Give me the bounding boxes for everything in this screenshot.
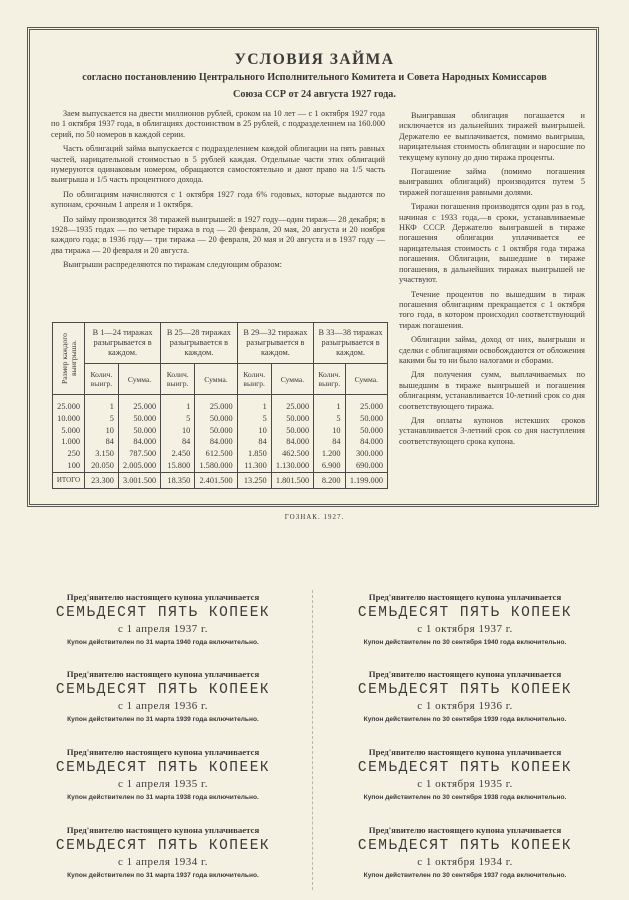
table-cell: 690.000 <box>345 460 387 472</box>
table-cell: 13.250 <box>237 472 271 488</box>
coupon-amount: СЕМЬДЕСЯТ ПЯТЬ КОПЕЕК <box>357 605 573 621</box>
row-header-label: Размер каждого выигрыша. <box>59 333 78 384</box>
coupon-divider <box>312 590 314 890</box>
sub-sum-header: Сумма. <box>118 364 160 395</box>
table-cell: 1.130.000 <box>271 460 313 472</box>
table-cell: 84.000 <box>271 436 313 448</box>
terms-paragraph: Тиражи погашения производятся один раз в год, начиная с 1933 года,—в сроки, устанавливаемые НКФ СССР. Держателю выигравшей в тираже погашения облигации уплачивается ее нарицательная стоимость с 1 октября года тиража погашения. Облигации, вышедшие в тираже погашения, в дальнейших тиражах выигрышей не участвуют. <box>399 202 585 285</box>
coupon-amount: СЕМЬДЕСЯТ ПЯТЬ КОПЕЕК <box>55 682 271 698</box>
coupon <box>320 592 610 646</box>
table-cell: 5 <box>85 413 119 425</box>
coupon-date: с 1 апреля 1936 г. <box>118 700 208 712</box>
coupon <box>320 747 610 801</box>
coupon-validity: Купон действителен по 31 марта 1939 года включительно. <box>67 716 259 723</box>
table-cell: 50.000 <box>118 413 160 425</box>
coupon-validity: Купон действителен по 31 марта 1938 года включительно. <box>67 794 259 801</box>
sub-count-header: Колич. выигр. <box>237 364 271 395</box>
coupon-date: с 1 апреля 1934 г. <box>118 856 208 868</box>
table-cell: 5 <box>314 413 345 425</box>
coupon-header: Пред'явителю настоящего купона уплачивается <box>66 747 260 757</box>
table-cell: 84.000 <box>345 436 387 448</box>
table-cell: 15.800 <box>161 460 195 472</box>
table-cell: 5.000 <box>53 425 85 437</box>
coupon <box>18 747 308 801</box>
terms-title: УСЛОВИЯ ЗАЙМА <box>234 51 395 68</box>
coupon-validity: Купон действителен по 31 марта 1937 года включительно. <box>67 872 259 879</box>
coupon-header: Пред'явителю настоящего купона уплачивается <box>368 669 562 679</box>
table-cell: 10 <box>161 425 195 437</box>
coupon-header: Пред'явителю настоящего купона уплачивается <box>66 825 260 835</box>
table-cell: 8.200 <box>314 472 345 488</box>
coupon <box>320 669 610 723</box>
table-cell: 1 <box>85 395 119 413</box>
table-cell: 462.500 <box>271 448 313 460</box>
group-header: В 1—24 тиражах разыгрывается в каждом. <box>85 323 161 364</box>
terms-paragraph: По займу производится 38 тиражей выигрышей: в 1927 году—один тираж— 28 декабря; в 1928—1935 годах — по четыре тиража в год — 20 февраля, 20 мая, 20 августа и 20 ноября каждого года; в 1936 году— три тиража — 20 февраля, 20 мая и 20 августа и в 1937 году — два тиража — 20 февраля и 20 августа. <box>51 214 385 255</box>
terms-paragraph: Для оплаты купонов истекших сроков устанавливается 3-летний срок со дня наступления соответствующего срока купона. <box>399 415 585 446</box>
table-cell: 3.001.500 <box>118 472 160 488</box>
coupon-header: Пред'явителю настоящего купона уплачивается <box>368 747 562 757</box>
table-cell: 25.000 <box>53 395 85 413</box>
table-cell: 100 <box>53 460 85 472</box>
coupon-validity: Купон действителен по 30 сентября 1938 года включительно. <box>363 794 567 801</box>
table-cell: 5 <box>161 413 195 425</box>
imprint: ГОЗНАК. 1927. <box>284 513 345 521</box>
table-cell: 1.580.000 <box>195 460 237 472</box>
coupon-date: с 1 октября 1934 г. <box>417 856 513 868</box>
table-cell: 50.000 <box>271 425 313 437</box>
sub-sum-header: Сумма. <box>271 364 313 395</box>
table-cell: 84.000 <box>195 436 237 448</box>
coupon-date: с 1 октября 1937 г. <box>417 623 513 635</box>
table-row <box>53 425 388 437</box>
terms-paragraph: Выигравшая облигация погашается и исключается из дальнейших тиражей выигрышей. Держателю ее выплачивается, помимо выигрыша, нарицательная стоимость облигации и наросшие по текущему купону до дню тиража проценты. <box>399 111 585 162</box>
sub-count-header: Колич. выигр. <box>314 364 345 395</box>
table-cell: 10 <box>314 425 345 437</box>
terms-paragraph: Для получения сумм, выплачиваемых по вышедшим в тираже выигрышей и погашения облигациям, устанавливается 10-летний срок со дня соответствующего тиража. <box>399 370 585 411</box>
row-header-cell <box>53 323 85 395</box>
table-cell: 2.005.000 <box>118 460 160 472</box>
coupon-header: Пред'явителю настоящего купона уплачивается <box>368 592 562 602</box>
table-row <box>53 436 388 448</box>
table-cell: 11.300 <box>237 460 271 472</box>
terms-left-column <box>51 109 385 275</box>
table-cell: 84 <box>237 436 271 448</box>
sub-count-header: Колич. выигр. <box>85 364 119 395</box>
terms-paragraph: Погашение займа (помимо погашения выигравших облигаций) производится путем 5 тиражей погашения равными долями. <box>399 167 585 197</box>
table-cell: 50.000 <box>195 413 237 425</box>
coupon-amount: СЕМЬДЕСЯТ ПЯТЬ КОПЕЕК <box>55 838 271 854</box>
table-cell: 50.000 <box>271 413 313 425</box>
coupon-amount: СЕМЬДЕСЯТ ПЯТЬ КОПЕЕК <box>55 605 271 621</box>
table-cell: 18.350 <box>161 472 195 488</box>
table-cell: 10 <box>85 425 119 437</box>
coupon-validity: Купон действителен по 31 марта 1940 года включительно. <box>67 639 259 646</box>
sub-sum-header: Сумма. <box>345 364 387 395</box>
terms-subtitle-line2: Союза ССР от 24 августа 1927 года. <box>233 89 396 100</box>
table-cell: 787.500 <box>118 448 160 460</box>
table-cell: 1.199.000 <box>345 472 387 488</box>
table-cell: 5 <box>237 413 271 425</box>
table-cell: 50.000 <box>118 425 160 437</box>
terms-paragraph: По облигациям начисляются с 1 октября 1927 года 6% годовых, которые выдаются по купонам, срочным 1 апреля и 1 октября. <box>51 189 385 210</box>
coupon-amount: СЕМЬДЕСЯТ ПЯТЬ КОПЕЕК <box>357 682 573 698</box>
group-header: В 29—32 тиражах разыгрывается в каждом. <box>237 323 313 364</box>
table-cell: 300.000 <box>345 448 387 460</box>
terms-paragraph: Заем выпускается на двести миллионов рублей, сроком на 10 лет — с 1 октября 1927 года по 1 октября 1937 года, в облигациях достоинством в 25 рублей, с подразделением на 160.000 серий, по 50 номеров в каждой серии. <box>51 109 385 139</box>
table-cell: 84 <box>161 436 195 448</box>
table-cell: 1 <box>161 395 195 413</box>
table-cell: 2.401.500 <box>195 472 237 488</box>
table-cell: 1.200 <box>314 448 345 460</box>
table-cell: 84 <box>85 436 119 448</box>
table-cell: 25.000 <box>345 395 387 413</box>
table-row <box>53 413 388 425</box>
coupon-validity: Купон действителен по 30 сентября 1939 года включительно. <box>363 716 567 723</box>
coupon-date: с 1 апреля 1935 г. <box>118 778 208 790</box>
coupon-validity: Купон действителен по 30 сентября 1937 года включительно. <box>363 872 567 879</box>
table-cell: 10 <box>237 425 271 437</box>
table-header-row <box>53 323 388 364</box>
table-cell: 50.000 <box>345 413 387 425</box>
table-cell: 612.500 <box>195 448 237 460</box>
terms-paragraph: Выигрыши распределяются по тиражам следующим образом: <box>63 260 282 270</box>
table-subheader-row <box>53 364 388 395</box>
table-row <box>53 460 388 472</box>
table-cell: 3.150 <box>85 448 119 460</box>
coupon <box>18 592 308 646</box>
coupon-header: Пред'явителю настоящего купона уплачивается <box>66 592 260 602</box>
table-cell: 2.450 <box>161 448 195 460</box>
coupon-date: с 1 апреля 1937 г. <box>118 623 208 635</box>
coupon-amount: СЕМЬДЕСЯТ ПЯТЬ КОПЕЕК <box>357 760 573 776</box>
table-cell: 1.000 <box>53 436 85 448</box>
table-row <box>53 395 388 413</box>
table-cell: 6.900 <box>314 460 345 472</box>
group-header: В 25—28 тиражах разыгрывается в каждом. <box>161 323 237 364</box>
table-total-row <box>53 472 388 488</box>
coupon-header: Пред'явителю настоящего купона уплачивается <box>368 825 562 835</box>
table-cell: 50.000 <box>195 425 237 437</box>
table-cell: 1.850 <box>237 448 271 460</box>
coupon-validity: Купон действителен по 30 сентября 1940 года включительно. <box>363 639 567 646</box>
terms-paragraph: Часть облигаций займа выпускается с подразделением каждой облигации на пять равных частей, нарицательной стоимостью в 5 рублей каждая. Отдельные части этих облигаций нумеруются одинаковым номером, обращаются самостоятельно и дают право на 1/5 часть выигрыша и 1/5 часть процентного дохода. <box>51 144 385 185</box>
table-cell: 20.050 <box>85 460 119 472</box>
group-header: В 33—38 тиражах разыгрывается в каждом. <box>314 323 388 364</box>
table-cell: 84.000 <box>118 436 160 448</box>
table-cell: 250 <box>53 448 85 460</box>
table-cell: 1 <box>237 395 271 413</box>
winnings-table <box>52 322 388 489</box>
coupon-date: с 1 октября 1935 г. <box>417 778 513 790</box>
terms-paragraph: Облигации займа, доход от них, выигрыши и сделки с облигациями освобождаются от обложения какими бы то ни было налогами и сборами. <box>399 335 585 365</box>
table-cell: 25.000 <box>118 395 160 413</box>
sub-sum-header: Сумма. <box>195 364 237 395</box>
terms-right-column <box>399 111 585 451</box>
table-cell: 25.000 <box>271 395 313 413</box>
table-cell: 1.801.500 <box>271 472 313 488</box>
sub-count-header: Колич. выигр. <box>161 364 195 395</box>
table-cell: 50.000 <box>345 425 387 437</box>
coupon <box>18 669 308 723</box>
coupon-amount: СЕМЬДЕСЯТ ПЯТЬ КОПЕЕК <box>55 760 271 776</box>
coupon <box>18 825 308 879</box>
coupon <box>320 825 610 879</box>
terms-subtitle-line1: согласно постановлению Центрального Исполнительного Комитета и Совета Народных Комиссаров <box>82 72 547 83</box>
table-cell: 23.300 <box>85 472 119 488</box>
table-cell: 84 <box>314 436 345 448</box>
table-cell: 1 <box>314 395 345 413</box>
table-row <box>53 448 388 460</box>
table-cell: ИТОГО <box>53 472 85 488</box>
table-cell: 25.000 <box>195 395 237 413</box>
table-cell: 10.000 <box>53 413 85 425</box>
terms-paragraph: Течение процентов по вышедшим в тираж погашения облигациям прекращается с 1 октября того года, в котором происходил соответствующий тираж погашения. <box>399 289 585 330</box>
coupon-date: с 1 октября 1936 г. <box>417 700 513 712</box>
coupon-header: Пред'явителю настоящего купона уплачивается <box>66 669 260 679</box>
coupon-amount: СЕМЬДЕСЯТ ПЯТЬ КОПЕЕК <box>357 838 573 854</box>
